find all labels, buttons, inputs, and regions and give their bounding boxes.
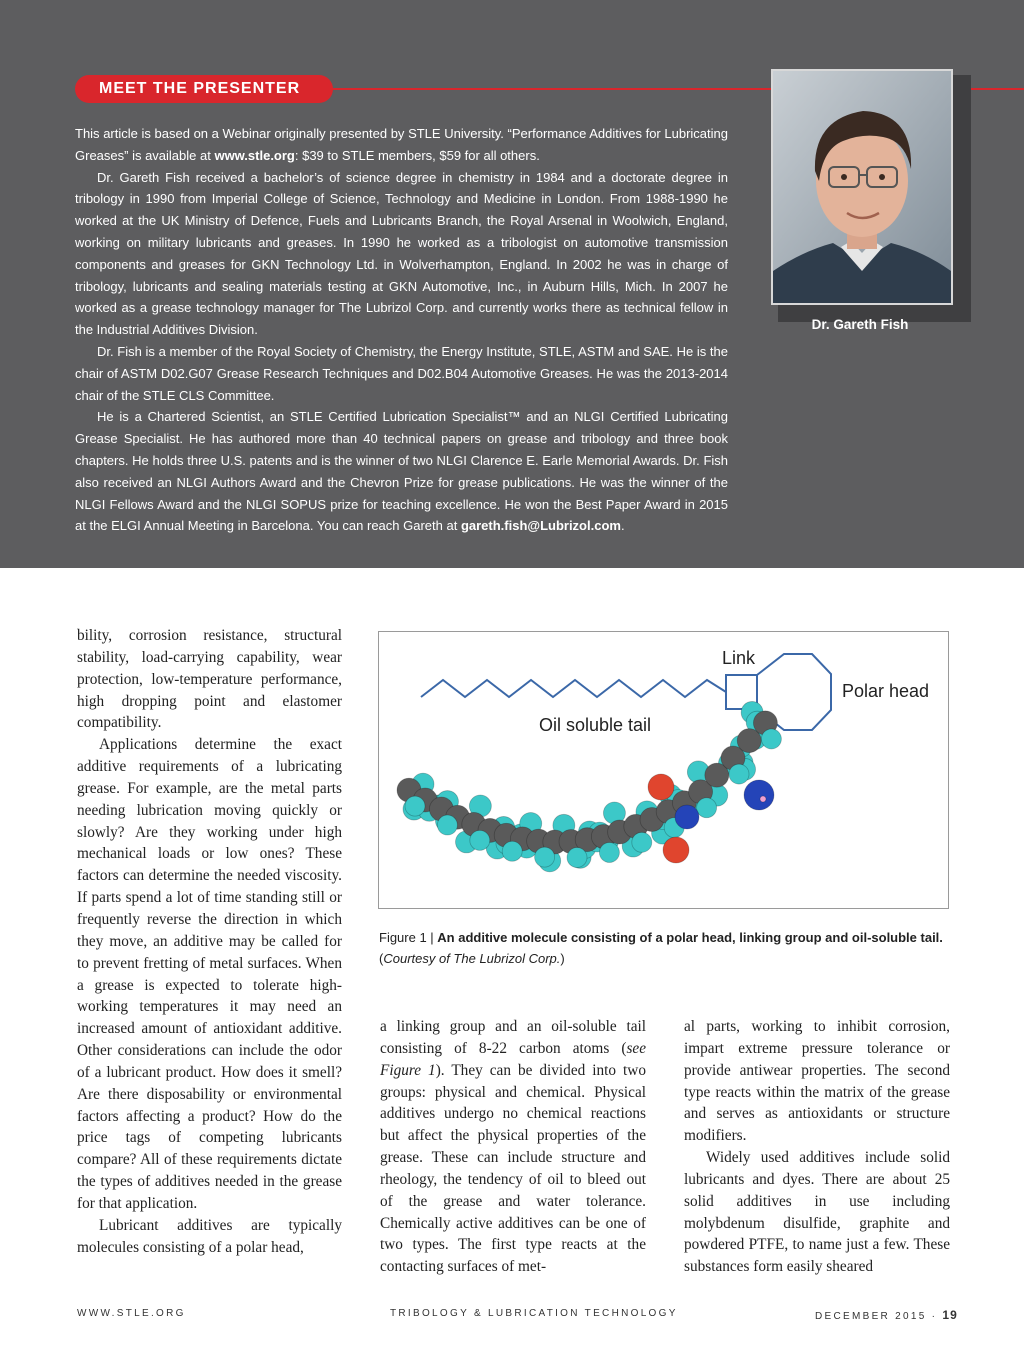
paragraph: Applications determine the exact additive requirements of a lubricating grease. For example, are the metal parts needing lubrication moving quickly or slowly? Are they working under high mechanical loads or low ones? These factors can determine the needed viscosity. If parts spend a lot of time standing still or frequently reverse the direction in which they move, an additive may be called for to prevent fretting of metal surfaces. When a grease is expected to tolerate high-working temperatures it may need an increased amount of antioxidant additive. Other considerations can include the odor of a lubricant product. How does it smell? Are there disposability or environmental factors affecting a product? How do the price tags of competing lubricants compare? All of these requirements dictate the types of additives needed in the grease for that application. <box>77 736 342 1212</box>
hydrogen-atom <box>470 830 490 850</box>
presenter-email-link[interactable]: gareth.fish@Lubrizol.com <box>460 518 621 534</box>
hydrogen-atom <box>502 841 522 861</box>
hydrogen-atom <box>405 796 425 816</box>
article-column-1 <box>77 625 342 1258</box>
figure-caption: Figure 1 | An additive molecule consisting of a polar head, linking group and oil-soluble tail. (Courtesy of The Lubrizol Corp.) <box>379 930 943 966</box>
hydrogen-atom <box>535 847 555 867</box>
nitrogen-atom <box>675 805 699 829</box>
presenter-photo <box>771 69 953 305</box>
hydrogen-atom <box>729 764 749 784</box>
section-badge: MEET THE PRESENTER <box>75 75 333 103</box>
oxygen-atom <box>663 837 689 863</box>
paragraph: Widely used additives include solid lubricants and dyes. There are about 25 solid additives in use including molybdenum disulfide, graphite and powdered PTFE, to name just a few. These substances form easily sheared <box>684 1149 950 1276</box>
hydrogen-atom <box>632 832 652 852</box>
portrait-image <box>773 71 951 303</box>
label-oil-soluble-tail: Oil soluble tail <box>539 715 652 735</box>
bio-paragraph-education: Dr. Gareth Fish received a bachelor’s of science degree in chemistry in 1984 and a doctorate degree in tribology in 1990 from Imperial College of Science, Technology and Medicine in London. From 1988-1990 he worked at the UK Ministry of Defence, Fuels and Lubricants Branch, the Royal Arsenal in Woolwich, England, working on military lubricants and greases. In 1990 he worked as a tribologist on automotive transmission components and greases for GKN Technology Ltd. in Wolverhampton, England. In 2002 he was in charge of tribology, lubricants and sealing materials testing at GKN Automotive, Inc., in Auburn Hills, Mich. In 2007 he worked as a grease technology manager for The Lubrizol Corp. and currently works there as technical fellow in the Industrial Additives Division. <box>75 169 728 338</box>
hydrogen-atom <box>697 798 717 818</box>
label-polar-head: Polar head <box>842 681 930 701</box>
molecule-diagram <box>379 632 950 910</box>
paragraph: a linking group and an oil-soluble tail consisting of 8-22 carbon atoms (see Figure 1). They can be divided into two groups: physical and chemical. Physical additives undergo no chemical reactions but affect the physical properties of the grease. These can include structure and rheology, the tendency of oil to bleed out of the grease and water tolerance. Chemically active additives can be one of two types. The first type reacts at the contacting surfaces of met- <box>380 1018 646 1276</box>
hydrogen-atom <box>599 842 619 862</box>
nitrogen-atom <box>744 780 774 810</box>
article-column-3 <box>684 1016 950 1278</box>
label-link: Link <box>722 648 756 668</box>
hydrogen-atom <box>437 815 457 835</box>
bio-paragraph-memberships: Dr. Fish is a member of the Royal Society of Chemistry, the Energy Institute, STLE, ASTM and SAE. He is the chair of ASTM D02.G07 Grease Research Techniques and D02.B04 Automotive Greases. He was the 2013-2014 chair of the STLE CLS Committee. <box>75 343 728 403</box>
hydrogen-highlight <box>760 796 766 802</box>
figure-reference: see Figure 1 <box>380 1039 646 1079</box>
footer-website: WWW.STLE.ORG <box>77 1308 186 1319</box>
footer-date: DECEMBER 2015 · 19 <box>815 1308 958 1322</box>
paragraph: bility, corrosion resistance, structural stability, load-carrying capability, wear protection, low-temperature performance, high dropping point and elastomer compatibility. <box>77 627 342 732</box>
presenter-bio <box>75 123 728 537</box>
bio-paragraph-awards: He is a Chartered Scientist, an STLE Certified Lubrication Specialist™ and an NLGI Certified Lubricating Grease Specialist. He has authored more than 40 technical papers on grease and tribology and three book chapters. He holds three U.S. patents and is the winner of two NLGI Clarence E. Earle Memorial Awards. Dr. Fish also received an NLGI Authors Award and the Chevron Prize for grease publications. He was the winner of the NLGI Fellows Award and the NLGI SOPUS prize for teaching excellence. He won the Best Paper Award in 2015 at the ELGI Annual Meeting in Barcelona. You can reach Gareth at gareth.fish@Lubrizol.com. <box>75 409 728 534</box>
hydrogen-atom <box>567 848 587 868</box>
figure-credit: Courtesy of The Lubrizol Corp. <box>383 951 561 966</box>
stle-website-link[interactable]: www.stle.org <box>214 147 295 163</box>
figure-1 <box>378 631 949 909</box>
page-number: 19 <box>942 1308 958 1322</box>
paragraph: al parts, working to inhibit corrosion, impart extreme pressure tolerance or provide antiwear properties. The second type reacts within the matrix of the grease and serves as antioxidants or structure modifiers. <box>684 1018 950 1145</box>
hydrogen-atom <box>761 729 781 749</box>
photo-caption: Dr. Gareth Fish <box>811 317 909 332</box>
bio-paragraph-intro: This article is based on a Webinar originally presented by STLE University. “Performance Additives for Lubricating Greases” is available at www.stle.org: $39 to STLE members, $59 for all others. <box>75 126 728 163</box>
footer-publication: TRIBOLOGY & LUBRICATION TECHNOLOGY <box>390 1308 678 1319</box>
oil-soluble-tail-chain <box>421 680 726 697</box>
oxygen-atom <box>648 774 674 800</box>
paragraph: Lubricant additives are typically molecules consisting of a polar head, <box>77 1216 342 1256</box>
article-column-2 <box>380 1016 646 1278</box>
